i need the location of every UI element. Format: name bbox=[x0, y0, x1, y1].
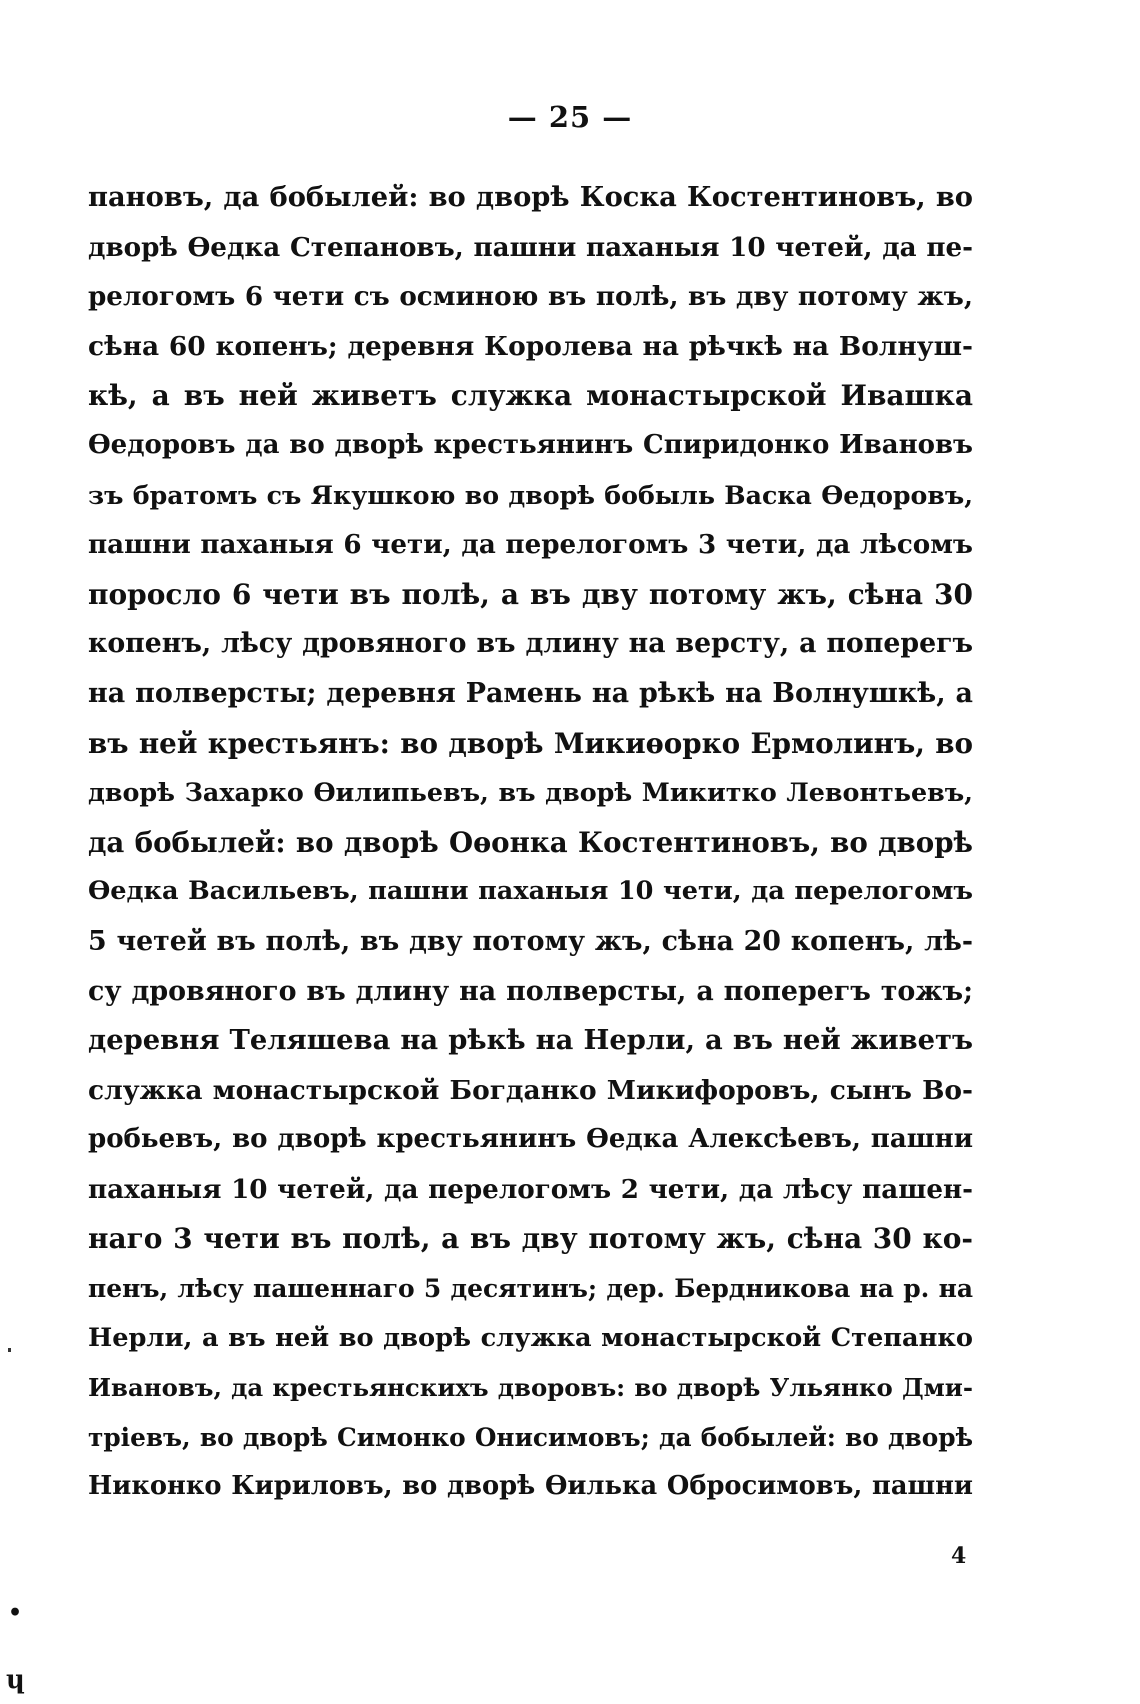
text-line: кѣ, а въ ней живетъ служка монастырской Ивашка bbox=[88, 379, 973, 413]
text-line: пашни паханыя 6 чети, да перелогомъ 3 чети, да лѣсомъ bbox=[88, 529, 973, 561]
text-line: служка монастырской Богданко Микифоровъ, сынъ Во- bbox=[88, 1074, 973, 1106]
text-line: паханыя 10 четей, да перелогомъ 2 чети, да лѣсу пашен- bbox=[88, 1173, 973, 1205]
text-line: релогомъ 6 чети съ осминою въ полѣ, въ дву потому жъ, bbox=[88, 281, 973, 313]
text-line: въ ней крестьянъ: во дворѣ Микиѳорко Ермолинъ, во bbox=[88, 726, 973, 760]
text-line: наго 3 чети въ полѣ, а въ дву потому жъ, сѣна 30 ко- bbox=[88, 1222, 973, 1256]
text-line: пенъ, лѣсу пашеннаго 5 десятинъ; дер. Бердникова на р. на bbox=[88, 1274, 973, 1304]
text-line: деревня Теляшева на рѣкѣ на Нерли, а въ ней живетъ bbox=[88, 1024, 973, 1057]
text-line: 5 четей въ полѣ, въ дву потому жъ, сѣна 20 копенъ, лѣ- bbox=[88, 925, 973, 957]
text-line: дворѣ Захарко Ѳилипьевъ, въ дворѣ Микитко Левонтьевъ, bbox=[88, 777, 973, 808]
text-line: Ивановъ, да крестьянскихъ дворовъ: во дворѣ Ульянко Дми- bbox=[88, 1373, 973, 1403]
margin-mark: ɥ bbox=[6, 1665, 25, 1695]
text-line: су дровяного въ длину на полверсты, а поперегъ тожъ; bbox=[88, 975, 973, 1007]
text-line: сѣна 60 копенъ; деревня Королева на рѣчкѣ на Волнуш- bbox=[88, 330, 973, 362]
text-line: тріевъ, во дворѣ Симонко Онисимовъ; да бобылей: во дворѣ bbox=[88, 1422, 973, 1452]
page-number: — 25 — bbox=[507, 100, 633, 134]
text-line: да бобылей: во дворѣ Оѳонка Костентиновъ, во дворѣ bbox=[88, 825, 973, 859]
text-line: на полверсты; деревня Рамень на рѣкѣ на Волнушкѣ, а bbox=[88, 677, 973, 709]
text-line: поросло 6 чети въ полѣ, а въ дву потому жъ, сѣна 30 bbox=[88, 577, 973, 611]
text-line: Ѳедоровъ да во дворѣ крестьянинъ Спиридонко Ивановъ bbox=[88, 429, 973, 460]
text-line: Ѳедка Васильевъ, пашни паханыя 10 чети, да перелогомъ bbox=[88, 876, 973, 907]
margin-dot bbox=[8, 1348, 11, 1352]
text-line: пановъ, да бобылей: во дворѣ Коска Костентиновъ, во bbox=[88, 181, 973, 213]
body-text bbox=[88, 173, 973, 1512]
text-line: Нерли, а въ ней во дворѣ служка монастырской Степанко bbox=[88, 1322, 973, 1353]
text-line: дворѣ Ѳедка Степановъ, пашни паханыя 10 четей, да пе- bbox=[88, 231, 973, 263]
text-line: Никонко Кириловъ, во дворѣ Ѳилька Обросимовъ, пашни bbox=[88, 1471, 973, 1502]
signature-mark: 4 bbox=[951, 1543, 967, 1569]
text-line: зъ братомъ съ Якушкою во дворѣ бобыль Васка Ѳедоровъ, bbox=[88, 479, 973, 510]
margin-mark: • bbox=[8, 1600, 23, 1626]
text-line: копенъ, лѣсу дровяного въ длину на версту, а поперегъ bbox=[88, 628, 973, 660]
text-line: робьевъ, во дворѣ крестьянинъ Ѳедка Алексѣевъ, пашни bbox=[88, 1124, 973, 1155]
